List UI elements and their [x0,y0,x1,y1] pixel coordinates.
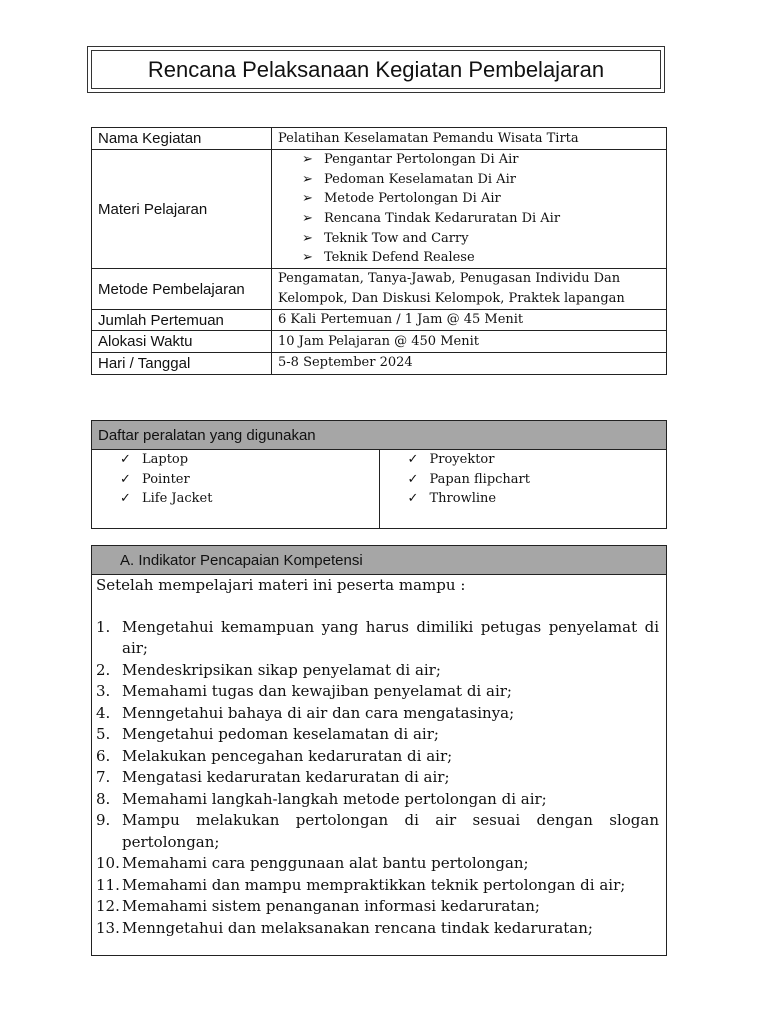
alokasi-waktu-value: 10 Jam Pelajaran @ 450 Menit [272,331,667,353]
list-item-text: Papan flipchart [429,471,530,487]
indicator-item [96,617,659,660]
item-number: 5. [96,725,111,743]
list-item [408,489,661,509]
list-item [302,209,660,229]
item-text: Menngetahui bahaya di air dan cara mengatasinya; [122,703,515,722]
item-text: Memahami langkah-langkah metode pertolongan di air; [122,789,547,808]
arrow-bullet-icon: ➢ [302,211,313,226]
indicator-item [96,810,659,853]
list-item-text: Proyektor [429,452,495,467]
checkmark-icon: ✓ [407,491,419,507]
checkmark-icon: ✓ [120,491,131,507]
indicator-item [96,746,659,768]
arrow-bullet-icon: ➢ [302,191,313,207]
nama-kegiatan-label: Nama Kegiatan [92,128,272,150]
materi-list [278,150,660,268]
item-text: Memahami dan mampu mempraktikkan teknik pertolongan di air; [122,875,626,894]
list-item-text: Pointer [142,471,190,487]
item-number: 3. [96,682,111,700]
equipment-left-list [98,450,373,509]
arrow-bullet-icon: ➢ [302,152,313,168]
list-item-text: Teknik Defend Realese [324,250,475,266]
list-item [408,450,661,470]
item-text: Memahami cara penggunaan alat bantu pertolongan; [122,854,529,872]
list-item-text: Rencana Tindak Kedaruratan Di Air [324,211,561,226]
nama-kegiatan-value: Pelatihan Keselamatan Pemandu Wisata Tirta [272,128,667,150]
indicator-item [96,703,659,725]
item-text: Menngetahui dan melaksanakan rencana tindak kedaruratan; [122,918,593,937]
indicator-item [96,896,659,918]
list-item-text: Life Jacket [142,491,213,507]
equipment-right-column [379,450,667,529]
equipment-left-column [92,450,380,529]
list-item [120,489,373,509]
indicator-item [96,681,659,703]
list-item-text: Teknik Tow and Carry [324,230,469,246]
indicator-body [92,575,667,956]
title-frame [87,46,665,93]
arrow-bullet-icon: ➢ [302,230,313,246]
indicator-item [96,767,659,789]
list-item-text: Throwline [429,491,497,507]
indicator-item [96,853,659,875]
list-item-text: Pedoman Keselamatan Di Air [324,171,516,187]
indicator-header: A. Indikator Pencapaian Kompetensi [92,546,667,575]
jumlah-pertemuan-label: Jumlah Pertemuan [92,310,272,331]
indicator-item [96,875,659,897]
item-number: 6. [96,746,111,765]
item-number: 11. [96,875,120,894]
checkmark-icon: ✓ [407,471,419,487]
item-text: Mengetahui pedoman keselamatan di air; [122,725,439,743]
list-item [408,470,661,490]
hari-tanggal-label: Hari / Tanggal [92,353,272,375]
item-number: 2. [96,660,111,679]
indicator-intro: Setelah mempelajari materi ini peserta mampu : [96,576,466,594]
item-number: 13. [96,918,120,937]
page-title: Rencana Pelaksanaan Kegiatan Pembelajaran [91,50,661,89]
item-number: 12. [96,897,120,915]
arrow-bullet-icon: ➢ [302,171,313,187]
equipment-table [91,420,667,529]
list-item [120,450,373,470]
activity-info-table [91,127,667,375]
list-item [302,150,660,170]
materi-pelajaran-cell [272,150,667,269]
item-number: 1. [96,617,111,636]
indicator-list [96,617,659,940]
indicator-table [91,545,667,956]
materi-pelajaran-label: Materi Pelajaran [92,150,272,269]
equipment-right-list [386,450,661,509]
list-item [120,470,373,490]
list-item [302,189,660,209]
indicator-item [96,724,659,746]
metode-pembelajaran-value: Pengamatan, Tanya-Jawab, Penugasan Individu Dan Kelompok, Dan Diskusi Kelompok, Praktek lapangan [272,269,667,310]
arrow-bullet-icon: ➢ [302,250,313,266]
item-number: 10. [96,854,120,872]
list-item [302,248,660,268]
item-number: 8. [96,789,111,808]
item-text: Mampu melakukan pertolongan di air sesuai dengan slogan pertolongan; [122,811,659,851]
indicator-item [96,789,659,811]
item-text: Memahami sistem penanganan informasi kedaruratan; [122,897,540,915]
list-item [302,170,660,190]
item-number: 4. [96,703,111,722]
item-text: Mengetahui kemampuan yang harus dimiliki petugas penyelamat di air; [122,617,659,657]
item-text: Mendeskripsikan sikap penyelamat di air; [122,660,441,679]
item-text: Mengatasi kedaruratan kedaruratan di air; [122,768,450,786]
indicator-item [96,660,659,682]
jumlah-pertemuan-value: 6 Kali Pertemuan / 1 Jam @ 45 Menit [272,310,667,331]
equipment-header: Daftar peralatan yang digunakan [92,421,667,450]
list-item-text: Pengantar Pertolongan Di Air [324,152,519,168]
checkmark-icon: ✓ [120,452,131,467]
alokasi-waktu-label: Alokasi Waktu [92,331,272,353]
list-item-text: Metode Pertolongan Di Air [324,191,501,207]
checkmark-icon: ✓ [120,471,131,487]
item-text: Melakukan pencegahan kedaruratan di air; [122,746,453,765]
item-number: 7. [96,768,111,786]
checkmark-icon: ✓ [407,452,419,467]
item-number: 9. [96,811,111,829]
metode-pembelajaran-label: Metode Pembelajaran [92,269,272,310]
hari-tanggal-value: 5-8 September 2024 [272,353,667,375]
indicator-item [96,918,659,940]
list-item [302,229,660,249]
list-item-text: Laptop [142,452,189,467]
item-text: Memahami tugas dan kewajiban penyelamat di air; [122,682,512,700]
